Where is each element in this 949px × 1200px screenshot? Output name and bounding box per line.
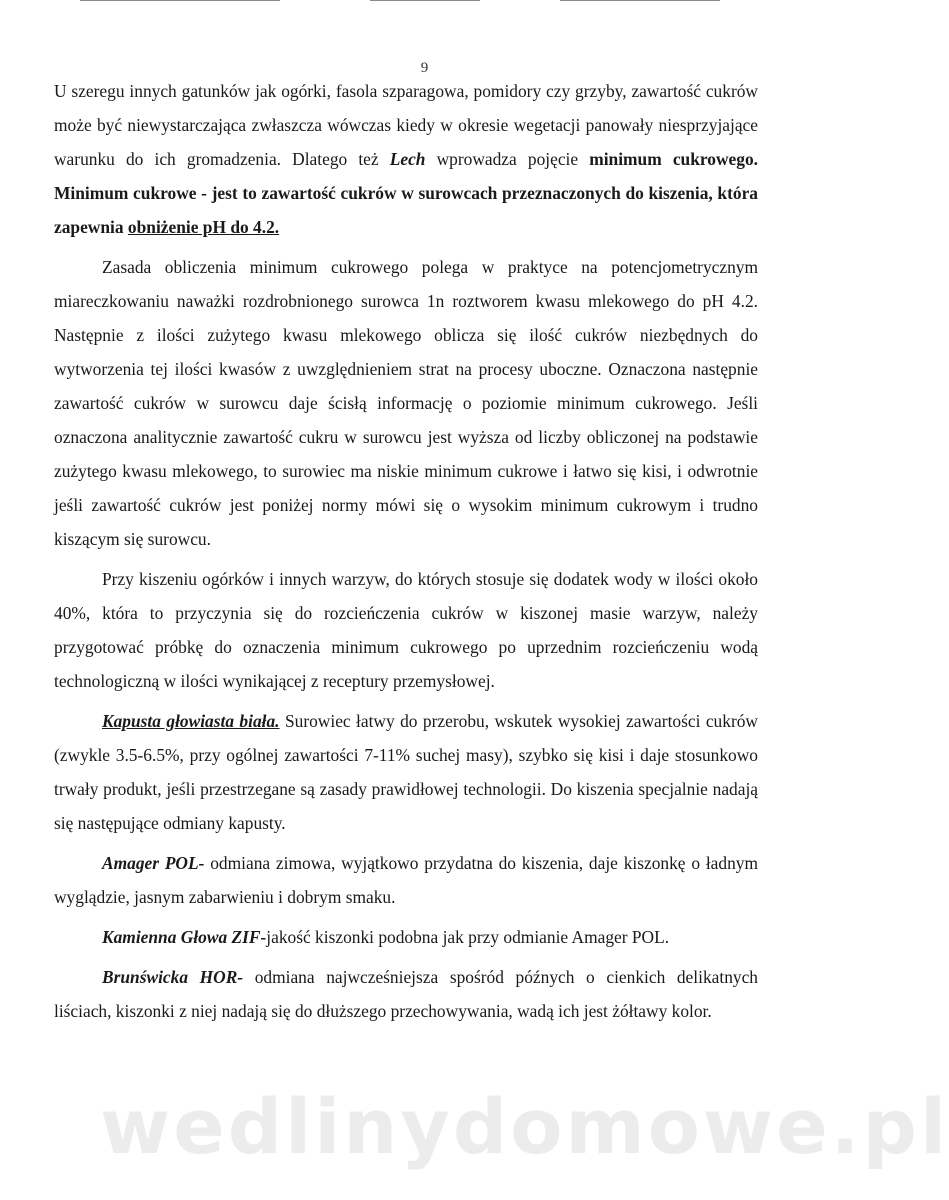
paragraph-amager	[54, 846, 758, 914]
paragraph-zasada: Zasada obliczenia minimum cukrowego polega w praktyce na potencjometrycznym miareczkowaniu naważki rozdrobnionego surowca 1n roztworem kwasu mlekowego do pH 4.2. Następnie z ilości zużytego kwasu mlekowego oblicza się ilość cukrów niezbędnych do wytworzenia tej ilości kwasów z uwzględnieniem strat na procesy uboczne. Oznaczona następnie zawartość cukrów w surowcu daje ścisłą informację o poziomie minimum cukrowego. Jeśli oznaczona analitycznie zawartość cukru w surowcu jest wyższa od liczby obliczonej na podstawie zużytego kwasu mlekowego, to surowiec ma niskie minimum cukrowe i łatwo się kisi, i odwrotnie jeśli zawartość cukrów jest poniżej normy mówi się o wysokim minimum cukrowym i trudno kiszącym się surowcu.	[54, 257, 758, 549]
paragraph-text: odmiana zimowa, wyjątkowo przydatna do kiszenia, daje kiszonkę o ładnym wyglądzie, jasnym zabarwieniu i dobrym smaku.	[54, 853, 758, 907]
variety-name: Kamienna Głowa ZIF-	[102, 927, 267, 947]
watermark: wedlinydomowe.pl	[100, 1082, 949, 1171]
paragraph-brunswicka	[54, 960, 758, 1028]
definition-underlined: obniżenie pH do 4.2.	[127, 217, 280, 237]
author-name: Lech	[389, 149, 426, 169]
page-number: 9	[420, 60, 429, 76]
paragraph-minimum-cukrowe	[54, 74, 758, 244]
definition-bold: Minimum cukrowe - jest to zawartość cukrów w surowcach przeznaczonych do kiszenia, która zapewnia	[54, 183, 758, 237]
paragraph-text: Surowiec łatwy do przerobu, wskutek wysokiej zawartości cukrów (zwykle 3.5-6.5%, przy ogólnej zawartości 7-11% suchej masy), szybko się kisi i daje stosunkowo trwały produkt, jeśli przestrzegane są zasady prawidłowej technologii. Do kiszenia specjalnie nadają się następujące odmiany kapusty.	[54, 711, 758, 833]
variety-name: Brunświcka HOR-	[102, 967, 244, 987]
term-bold: minimum cukrowego.	[589, 149, 758, 169]
paragraph-kiszenie-ogorkow: Przy kiszeniu ogórków i innych warzyw, do których stosuje się dodatek wody w ilości około 40%, która to przyczynia się do rozcieńczenia cukrów w kiszonej masie warzyw, należy przygotować próbkę do oznaczenia minimum cukrowego po uprzednim rozcieńczeniu wodą technologiczną w ilości wynikającej z receptury przemysłowej.	[54, 569, 758, 691]
paragraph-text: wprowadza pojęcie	[425, 149, 590, 169]
scan-artifact-line	[560, 0, 720, 1]
paragraph-kamienna-glowa	[54, 920, 758, 954]
paragraph-text: U szeregu innych gatunków jak ogórki, fasola szparagowa, pomidory czy grzyby, zawartość cukrów może być niewystarczająca zwłaszcza wówczas kiedy w okresie wegetacji panowały niesprzyjające warunku do ich gromadzenia. Dlatego też	[54, 81, 758, 169]
scan-artifact-line	[370, 0, 480, 1]
paragraph-text: odmiana najwcześniejsza spośród późnych o cienkich delikatnych liściach, kiszonki z niej nadają się do dłuższego przechowywania, wadą ich jest żółtawy kolor.	[54, 967, 758, 1021]
paragraph-kapusta	[54, 704, 758, 840]
section-heading: Kapusta głowiasta biała.	[102, 711, 280, 731]
variety-name: Amager POL-	[102, 853, 205, 873]
document-body	[54, 74, 758, 1028]
scan-artifact-line	[80, 0, 280, 1]
paragraph-text: jakość kiszonki podobna jak przy odmianie Amager POL.	[266, 927, 670, 947]
